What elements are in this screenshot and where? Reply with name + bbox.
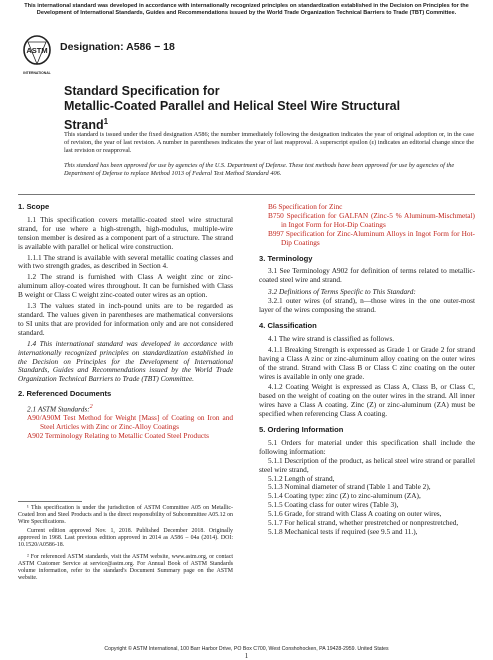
title-line-1: Standard Specification for [64,84,220,98]
ref-b750[interactable] [259,212,475,230]
document-title [64,84,474,133]
page-number: 1 [244,652,249,660]
para-3-1: 3.1 See Terminology A902 for definition of terms related to metallic-coated steel wire and strand. [259,266,475,285]
para-4-1-1: 4.1.1 Breaking Strength is expressed as Grade 1 or Grade 2 for strand having a Class A zinc or zinc-aluminum alloy coating on the outer wires of the strand. Strand with Class B or Class C zinc coating on the outer wires is available in only one grade. [259,344,475,381]
issued-note: This standard is issued under the fixed designation A586; the number immediately following the designation indicates the year of original adoption or, in the case of revision, the year of last revision. A number in parentheses indicates the year of last reapproval. A superscript epsilon (ε) indicates an editorial change since the last revision or reapproval. [64,131,474,154]
para-5-1-5: 5.1.5 Coating class for outer wires (Table 3), [268,500,399,510]
right-column [259,203,475,537]
para-5-1-7: 5.1.7 For helical strand, whether prestretched or nonprestretched, [268,518,459,528]
para-5-1: 5.1 Orders for material under this specification shall include the following information: [259,437,475,456]
para-3-2-1: 3.2.1 outer wires (of strand), n—those wires in the one outer-most layer of the wires composing the strand. [259,296,475,315]
section-4-heading: 4. Classification [259,320,317,330]
section-3-heading: 3. Terminology [259,253,313,263]
ref-b750-title: Specification for GALFAN (Zinc-5 % Aluminum-Mischmetal) in Ingot Form for Hot-Dip Coatings [281,210,475,229]
section-2-heading: 2. Referenced Documents [18,389,112,399]
ref-b997-code: B997 [268,228,284,238]
para-1-2: 1.2 The strand is furnished with Class A weight zinc or zinc-aluminum alloy-coated wires throughout. It can be furnished with Class B weight or Class C weight zinc-coated outer wires as an option. [18,272,233,300]
title-line-3: Strand [64,118,104,133]
footnote-1-edition: Current edition approved Nov. 1, 2018. Published December 2018. Originally approved in 1968. Last previous edition approved in 2014 as A586 – 04a (2014). DOI: 10.1520/A0586-18. [18,528,233,549]
footnote-2: ² For referenced ASTM standards, visit the ASTM website, www.astm.org, or contact ASTM Customer Service at service@astm.org. For Annual Book of ASTM Standards volume information, refer to the standard's Document Summary page on the ASTM website. [18,553,233,581]
footnote-1: ¹ This specification is under the jurisdiction of ASTM Committee A05 on Metallic-Coated Iron and Steel Products and is the direct responsibility of Subcommittee A05.12 on Wire Specifications. [18,505,233,526]
ref-b750-code: B750 [268,210,284,220]
ref-b6-title: Specification for Zinc [276,202,343,211]
para-5-1-4: 5.1.4 Coating type: zinc (Z) to zinc-aluminum (ZA), [268,491,421,501]
ref-a902[interactable] [18,432,233,441]
tbt-notice: This international standard was developed in accordance with internationally recognized principles on standardization established in the Decision on Principles for the Development of International Standards, Guides and Recommendations issued by the World Trade Organization Technical Barriers to Trade (TBT) Committee. [24,3,469,16]
para-5-1-6: 5.1.6 Grade, for strand with Class A coating on outer wires, [268,509,442,519]
ref-a902-title: Terminology Relating to Metallic Coated Steel Products [43,431,209,441]
svg-text:ASTM: ASTM [26,46,48,55]
section-5-heading: 5. Ordering Information [259,425,344,435]
svg-text:INTERNATIONAL: INTERNATIONAL [23,71,51,75]
para-5-1-2: 5.1.2 Length of strand, [268,473,335,483]
title-footnote-marker: 1 [103,117,109,126]
para-4-1-2: 4.1.2 Coating Weight is expressed as Class A, Class B, or Class C, based on the weight of coating on the outer wires in the strand. All inner wires have a Class A coating. Zinc (Z) or zinc-aluminum (ZA) must be specified when referencing Class A coating. [259,382,475,419]
footnote-2-marker: 2 [89,404,93,411]
astm-logo-icon [22,34,52,82]
para-1-4: 1.4 This international standard was developed in accordance with internationally recognized principles on standardization established in the Decision on Principles for the Development of International Standards, Guides and Recommendations issued by the World Trade Organization Technical Barriers to Trade (TBT) Committee. [18,338,233,384]
para-3-2: 3.2 Definitions of Terms Specific to This Standard: [268,287,416,297]
header-divider [18,194,475,195]
section-1-heading: 1. Scope [18,202,50,211]
ref-a90-code: A90/A90M [27,413,61,423]
ref-a902-code: A902 [27,431,44,441]
para-5-1-3: 5.1.3 Nominal diameter of strand (Table 1 and Table 2), [268,482,431,492]
designation: Designation: A586 − 18 [60,41,175,53]
para-5-1-1: 5.1.1 Description of the product, as helical steel wire strand or parallel steel wire strand, [259,455,475,474]
ref-b997[interactable] [259,230,475,248]
ref-a90-title: Test Method for Weight [Mass] of Coating on Iron and Steel Articles with Zinc or Zinc-Alloy Coatings [40,413,233,432]
ref-a90[interactable] [18,414,233,432]
approval-note: This standard has been approved for use by agencies of the U.S. Department of Defense. These test methods have been approved for use by agencies of the Department of Defense to replace Method 1013 of Federal Test Method Standard 406. [64,162,455,177]
title-line-2: Metallic-Coated Parallel and Helical Steel Wire Structural [64,99,401,113]
para-5-1-8: 5.1.8 Mechanical tests if required (see 9.5 and 11.), [268,527,418,536]
left-column [18,203,233,441]
footnote-divider [18,501,82,502]
para-1-1-1: 1.1.1 The strand is available with several metallic coating classes and with two strength grades, as described in Section 4. [18,252,233,271]
ref-b997-title: Specification for Zinc-Aluminum Alloys in Ingot Form for Hot-Dip Coatings [281,228,475,247]
copyright-footer: Copyright © ASTM International, 100 Barr Harbor Drive, PO Box C700, West Conshohocken, PA 19428-2959. United States [104,646,389,652]
para-1-3: 1.3 The values stated in inch-pound units are to be regarded as standard. The values given in parentheses are mathematical conversions to SI units that are provided for information only and are not considered standard. [18,301,233,337]
para-4-1: 4.1 The wire strand is classified as follows. [268,333,395,343]
ref-b6-code: B6 [268,202,277,211]
para-2-1: 2.1 ASTM Standards:$^2$ [27,404,93,414]
para-1-1: 1.1 This specification covers metallic-coated steel wire structural strand, for use where a high-strength, high-modulus, multiple-wire tension member is desired as a component part of a structure. The strand is available with parallel or helical wire construction. [18,214,233,251]
footnotes [18,505,233,582]
astm-logo [22,34,52,82]
